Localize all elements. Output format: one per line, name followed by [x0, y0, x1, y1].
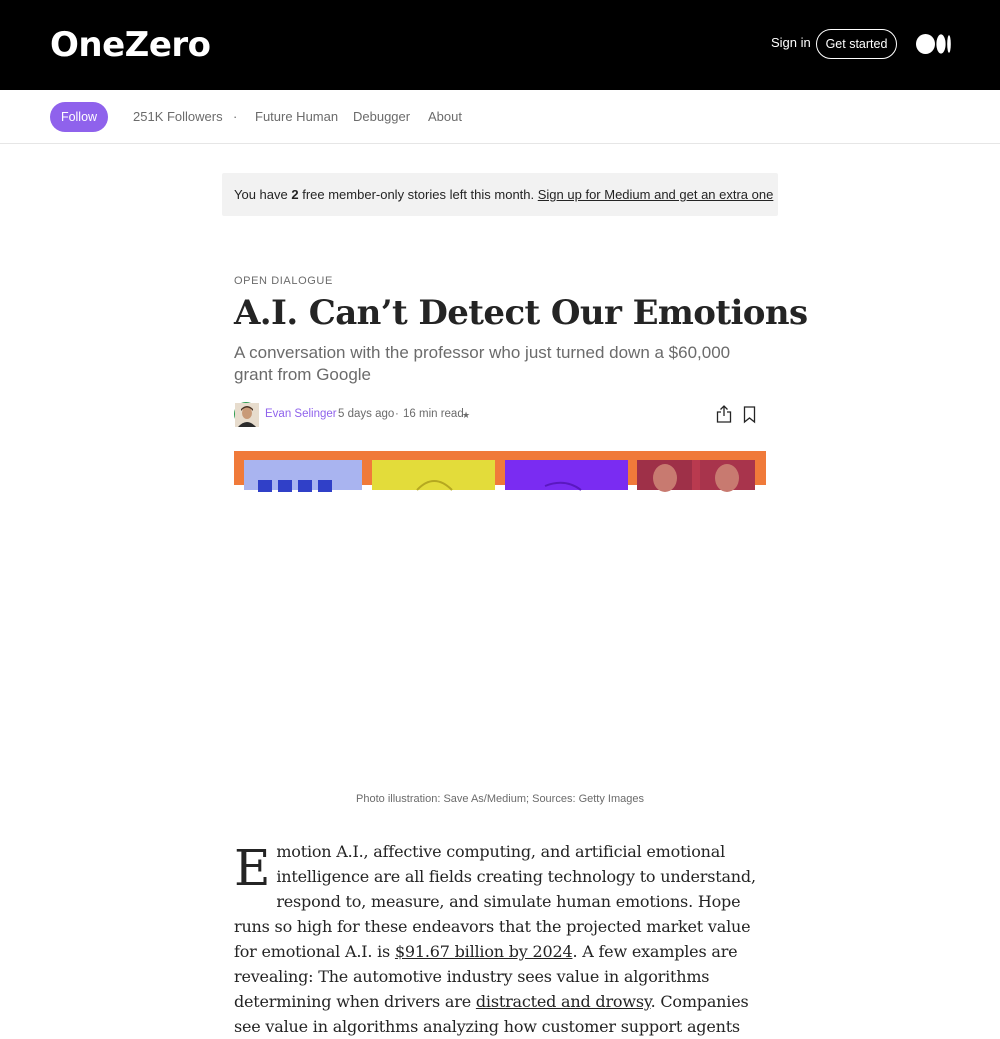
body-text-3: . Companies see value in algorithms analyzing how customer support agents — [234, 992, 749, 1036]
article-title: A.I. Can’t Detect Our Emotions — [234, 293, 808, 333]
nav-link-debugger[interactable]: Debugger — [353, 109, 411, 124]
banner-count: 2 — [291, 187, 299, 202]
image-caption: Photo illustration: Save As/Medium; Sources: Getty Images — [356, 793, 644, 805]
body-text-1: motion A.I., affective computing, and artificial emotional intelligence are all fields creating technology to understand, respond to, measure, and simulate human emotions. Hope runs so high for these endeavors that the projected market value for emotional A.I. is — [234, 842, 756, 961]
author-avatar[interactable] — [234, 402, 258, 426]
medium-logo-icon[interactable] — [916, 34, 952, 54]
publish-date: 5 days ago — [338, 408, 395, 420]
get-started-button[interactable]: Get started — [816, 29, 897, 59]
market-value-link[interactable]: $91.67 billion by 2024 — [394, 942, 573, 961]
hero-portraits-graphic — [637, 460, 755, 490]
read-time: 16 min read — [403, 408, 464, 420]
hero-panel-blue — [244, 460, 362, 490]
avatar-portrait-icon — [235, 403, 259, 427]
sign-in-link[interactable]: Sign in — [771, 35, 811, 50]
publication-nav — [0, 90, 1000, 144]
member-stories-banner — [222, 173, 778, 216]
article-body — [234, 839, 766, 1039]
onezero-logo[interactable]: OneZero — [50, 25, 211, 65]
followers-count: 251K Followers — [133, 109, 223, 124]
drop-cap: E — [234, 839, 271, 897]
body-text-2: . A few examples are revealing: The automotive industry sees value in algorithms determining when drivers are — [234, 942, 738, 1011]
byline-separator: · — [395, 408, 399, 420]
site-header — [0, 0, 1000, 90]
nav-link-future-human[interactable]: Future Human — [255, 109, 339, 124]
hero-panel-yellow — [372, 460, 495, 490]
banner-middle: free member-only stories left this month. — [298, 187, 538, 202]
distracted-drowsy-link[interactable]: distracted and drowsy — [475, 992, 651, 1011]
hero-panel-red — [637, 460, 755, 490]
share-icon[interactable] — [716, 405, 732, 423]
hero-lettering-graphic — [244, 460, 362, 490]
banner-prefix: You have — [234, 187, 292, 202]
follow-button[interactable]: Follow — [50, 102, 108, 132]
nav-separator: · — [233, 109, 238, 124]
signup-link[interactable]: Sign up for Medium and get an extra one — [537, 187, 774, 202]
member-star-icon: ★ — [462, 410, 471, 420]
hero-panel-purple — [505, 460, 628, 490]
bookmark-icon[interactable] — [743, 406, 756, 423]
article-kicker[interactable]: OPEN DIALOGUE — [234, 275, 333, 287]
author-name-link[interactable]: Evan Selinger — [265, 408, 337, 420]
article-subtitle: A conversation with the professor who just turned down a $60,000 grant from Google — [234, 343, 731, 384]
hero-image — [234, 451, 766, 485]
hero-swirl-graphic — [505, 460, 628, 490]
nav-link-about[interactable]: About — [428, 109, 462, 124]
hero-face-graphic — [372, 460, 495, 490]
